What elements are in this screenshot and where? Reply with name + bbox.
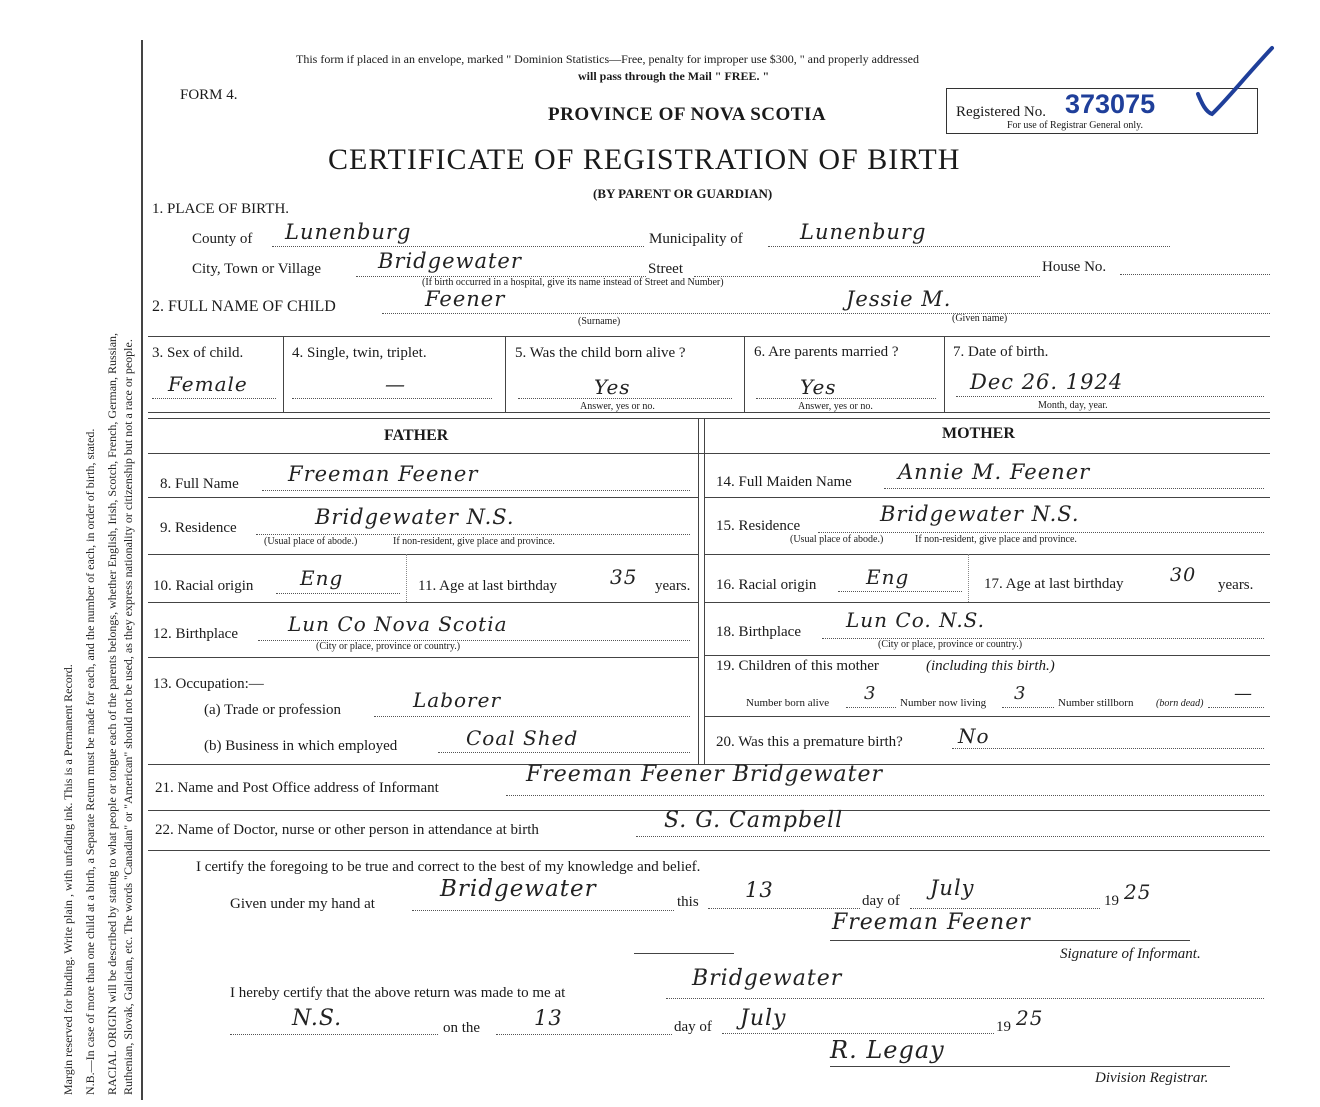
mother-age-value: 30: [1170, 564, 1197, 586]
stillborn-note: (born dead): [1156, 698, 1204, 709]
parents-married-label: 6. Are parents married ?: [754, 344, 899, 360]
registered-label: Registered No.: [956, 104, 1046, 120]
on-the-label: on the: [443, 1020, 481, 1036]
mother-age-label: 17. Age at last birthday: [984, 576, 1124, 592]
given-month-value: July: [930, 876, 975, 900]
certify-statement: I certify the foregoing to be true and correct to the best of my knowledge and belief.: [196, 859, 701, 875]
registrar-province-value: N.S.: [292, 1006, 343, 1031]
business-label: (b) Business in which employed: [204, 738, 398, 754]
trade-label: (a) Trade or profession: [204, 702, 342, 718]
sex-value: Female: [168, 372, 248, 396]
given-place-value: Bridgewater: [440, 876, 597, 902]
born-alive-count-label: Number born alive: [746, 697, 830, 709]
father-birthplace-label: 12. Birthplace: [153, 626, 238, 642]
children-note: (including this birth.): [926, 658, 1055, 674]
province-heading: PROVINCE OF NOVA SCOTIA: [548, 104, 827, 125]
father-residence-note-2: If non-resident, give place and province.: [393, 536, 555, 547]
registrar-statement: I hereby certify that the above return was made to me at: [230, 985, 566, 1001]
margin-line-4: Ruthenian, Slovak, Galician, etc. The words "Canadian" or "American" should not be used, as they express nationality or citizenship but not a race or people.: [121, 339, 135, 1095]
registrar-day-of-label: day of: [674, 1019, 712, 1035]
surname-value: Feener: [425, 287, 506, 311]
margin-line-3: RACIAL ORIGIN will be described by stating to what people or tongue each of the parents belongs, whether English, Irish, Scotch, French, German, Russian,: [105, 332, 119, 1095]
informant-value: Freeman Feener Bridgewater: [526, 762, 883, 787]
registrar-place-value: Bridgewater: [692, 966, 843, 991]
check-mark-icon: [1190, 42, 1280, 122]
mother-name-label: 14. Full Maiden Name: [716, 474, 852, 490]
mother-residence-label: 15. Residence: [716, 518, 801, 534]
father-years-label: years.: [655, 578, 691, 594]
born-alive-count-value: 3: [864, 683, 877, 704]
division-registrar-label: Division Registrar.: [1095, 1070, 1209, 1086]
mother-residence-value: Bridgewater N.S.: [880, 502, 1080, 526]
father-birthplace-value: Lun Co Nova Scotia: [288, 612, 508, 636]
sex-label: 3. Sex of child.: [152, 345, 244, 361]
business-value: Coal Shed: [466, 726, 579, 750]
father-heading: FATHER: [384, 427, 449, 444]
date-of-birth-label: 7. Date of birth.: [953, 344, 1049, 360]
father-age-label: 11. Age at last birthday: [418, 578, 557, 594]
occupation-label: 13. Occupation:—: [153, 676, 264, 692]
born-alive-note: Answer, yes or no.: [580, 401, 655, 412]
informant-label: 21. Name and Post Office address of Informant: [155, 780, 439, 796]
father-residence-note-1: (Usual place of abode.): [264, 536, 358, 547]
father-residence-value: Bridgewater N.S.: [315, 505, 515, 529]
born-alive-label: 5. Was the child born alive ?: [515, 345, 686, 361]
given-name-note: (Given name): [952, 313, 1008, 324]
date-of-birth-value: Dec 26. 1924: [970, 370, 1124, 394]
mother-name-value: Annie M. Feener: [898, 460, 1091, 484]
certificate-subtitle: (BY PARENT OR GUARDIAN): [593, 186, 773, 201]
city-label: City, Town or Village: [192, 261, 322, 277]
mail-notice-line-2: will pass through the Mail " FREE. ": [578, 69, 770, 83]
place-of-birth-heading: 1. PLACE OF BIRTH.: [152, 201, 290, 217]
stillborn-label: Number stillborn: [1058, 697, 1134, 709]
father-birthplace-note: (City or place, province or country.): [316, 641, 461, 652]
given-name-value: Jessie M.: [846, 287, 952, 311]
premature-label: 20. Was this a premature birth?: [716, 734, 903, 750]
registrar-signature: R. Legay: [830, 1036, 945, 1064]
house-number-label: House No.: [1042, 259, 1107, 275]
single-twin-value: —: [385, 372, 406, 396]
registrar-note: For use of Registrar General only.: [1007, 120, 1143, 131]
doctor-value: S. G. Campbell: [664, 808, 844, 833]
margin-line-1: Margin reserved for binding. Write plain , with unfading ink. This is a Permanent Record.: [61, 664, 75, 1095]
parents-married-value: Yes: [800, 375, 837, 399]
father-racial-label: 10. Racial origin: [153, 578, 254, 594]
municipality-value: Lunenburg: [800, 220, 927, 244]
municipality-label: Municipality of: [649, 231, 743, 247]
certificate-title: CERTIFICATE OF REGISTRATION OF BIRTH: [328, 143, 961, 176]
surname-note: (Surname): [578, 316, 621, 327]
mail-notice-line-1: This form if placed in an envelope, marked " Dominion Statistics—Free, penalty for improper use $300, " and properly addressed: [296, 52, 919, 66]
registrar-year-value: 25: [1016, 1006, 1044, 1030]
given-under-label: Given under my hand at: [230, 896, 375, 912]
given-day-of-label: day of: [862, 893, 900, 909]
father-age-value: 35: [610, 565, 638, 589]
form-left-border: [141, 40, 143, 1100]
signature-of-informant-label: Signature of Informant.: [1060, 946, 1201, 962]
trade-value: Laborer: [413, 688, 502, 712]
now-living-value: 3: [1014, 683, 1027, 704]
row3-top-rule: [148, 336, 1270, 337]
mother-birthplace-label: 18. Birthplace: [716, 624, 801, 640]
mother-residence-note-1: (Usual place of abode.): [790, 534, 884, 545]
hospital-note: (If birth occurred in a hospital, give its name instead of Street and Number): [422, 277, 724, 288]
mother-racial-value: Eng: [866, 565, 910, 589]
parents-married-note: Answer, yes or no.: [798, 401, 873, 412]
given-day-value: 13: [745, 878, 774, 902]
father-name-label: 8. Full Name: [160, 476, 239, 492]
county-value: Lunenburg: [285, 220, 412, 244]
children-label: 19. Children of this mother: [716, 658, 879, 674]
born-alive-value: Yes: [594, 375, 631, 399]
father-residence-label: 9. Residence: [160, 520, 237, 536]
date-of-birth-note: Month, day, year.: [1038, 400, 1108, 411]
registrar-year-prefix: 19: [996, 1019, 1011, 1035]
given-year-prefix: 19: [1104, 893, 1119, 909]
father-name-value: Freeman Feener: [288, 462, 479, 486]
father-racial-value: Eng: [300, 566, 344, 590]
street-label: Street: [648, 261, 683, 277]
mother-birthplace-value: Lun Co. N.S.: [846, 608, 986, 632]
given-year-value: 25: [1124, 880, 1152, 904]
now-living-label: Number now living: [900, 697, 987, 709]
premature-value: No: [958, 724, 990, 748]
mother-years-label: years.: [1218, 577, 1254, 593]
mother-heading: MOTHER: [942, 425, 1015, 442]
full-name-label: 2. FULL NAME OF CHILD: [152, 298, 336, 315]
registrar-day-value: 13: [534, 1006, 563, 1030]
city-value: Bridgewater: [378, 249, 522, 273]
row3-bottom-rule: [148, 412, 1270, 413]
informant-signature: Freeman Feener: [832, 910, 1031, 935]
registrar-month-value: July: [740, 1006, 787, 1031]
mother-birthplace-note: (City or place, province or country.): [878, 639, 1023, 650]
registered-number: 373075: [1065, 89, 1156, 119]
stillborn-value: —: [1234, 683, 1253, 704]
mother-residence-note-2: If non-resident, give place and province.: [915, 534, 1077, 545]
form-number: FORM 4.: [180, 87, 238, 103]
margin-line-2: N.B.—In case of more than one child at a birth, a Separate Return must be made for each, and the number of each, in order of birth, stated.: [83, 428, 97, 1095]
this-label: this: [677, 894, 699, 910]
doctor-label: 22. Name of Doctor, nurse or other person in attendance at birth: [155, 822, 539, 838]
mother-racial-label: 16. Racial origin: [716, 577, 817, 593]
single-twin-label: 4. Single, twin, triplet.: [292, 345, 427, 361]
county-label: County of: [192, 231, 253, 247]
